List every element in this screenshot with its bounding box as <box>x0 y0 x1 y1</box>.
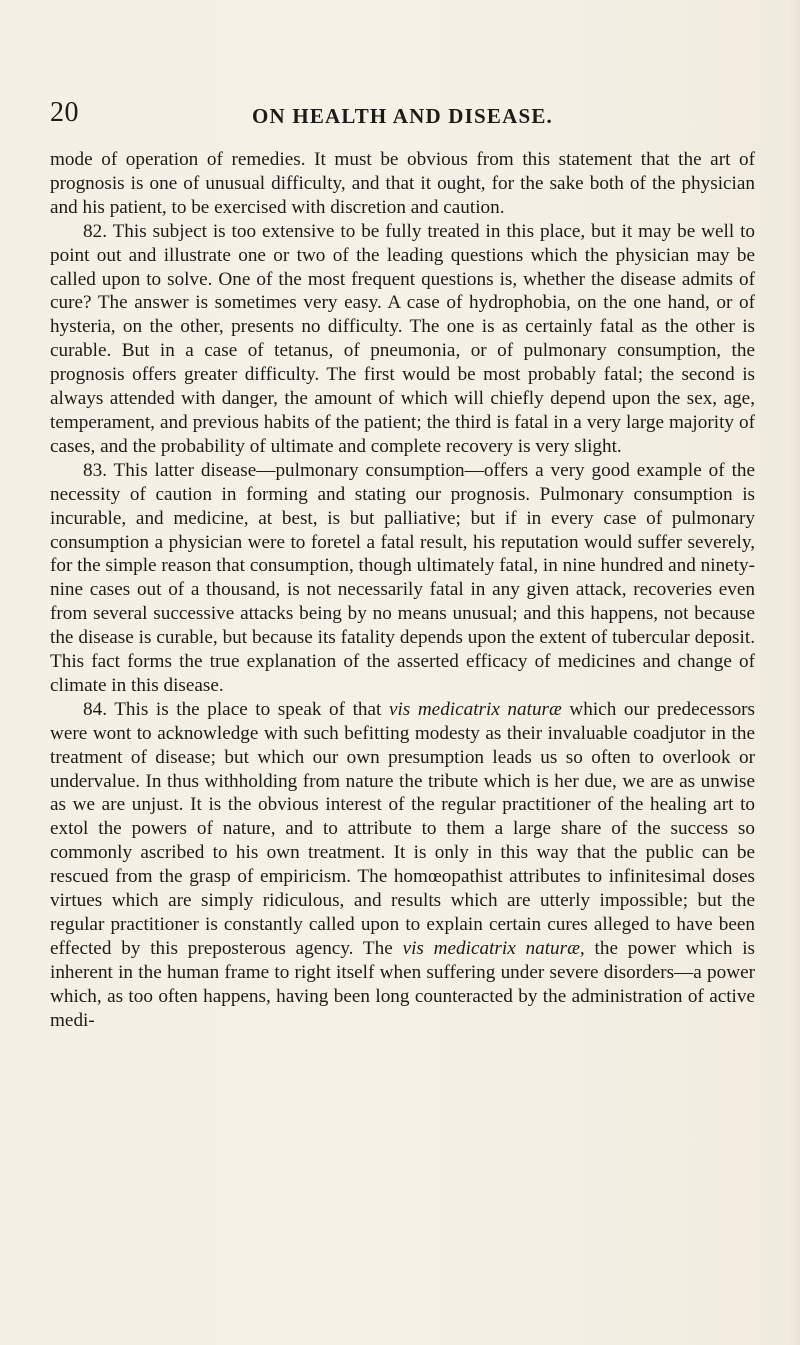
paragraph-82 <box>50 220 755 459</box>
page-number: 20 <box>50 97 79 128</box>
paragraph-text: mode of operation of remedies. It must be obvious from this statement that the art of prognosis is one of unusual difficulty, and that it ought, for the sake both of the physician and his patient, to be exercised with discretion and caution. <box>50 149 755 218</box>
body-text <box>50 148 755 1033</box>
paragraph-text: This subject is too extensive to be fully treated in this place, but it may be well to point out and illustrate one or two of the leading questions which the physician may be called upon to solve. One of the most frequent questions is, whether the disease admits of cure? The answer is sometimes very easy. A case of hydrophobia, on the one hand, or of hysteria, on the other, presents no difficulty. The one is as certainly fatal as the other is curable. But in a case of tetanus, of pneumonia, or of pulmonary consumption, the prognosis offers greater difficulty. The first would be most probably fatal; the second is always attended with danger, the amount of which will chiefly depend upon the sex, age, temperament, and previous habits of the patient; the third is fatal in a very large majority of cases, and the probability of ultimate and complete recovery is very slight. <box>50 220 755 457</box>
italic-phrase: vis medicatrix naturæ <box>388 698 562 720</box>
paragraph-text: which our predecessors were wont to acknowledge with such befitting modesty as their invaluable coadjutor in the treatment of disease; but which our own presumption leads us so often to overlook or undervalue. In thus withholding from nature the tribute which is her due, we are as unwise as we are unjust. It is the obvious interest of the regular practitioner of the healing art to extol the powers of nature, and to attribute to them a large share of the success so commonly ascribed to his own treatment. It is only in this way that the public can be rescued from the grasp of empiricism. The homœopathist attributes to infinitesimal doses virtues which are simply ridiculous, and results which are utterly impossible; but the regular practitioner is constantly called upon to explain certain cures alleged to have been effected by this preposterous agency. The <box>50 698 756 959</box>
paragraph-number: 82. <box>83 220 107 242</box>
page-header <box>50 97 755 131</box>
paragraph-84 <box>50 698 755 1033</box>
paragraph-number: 83. <box>83 459 107 481</box>
running-head: ON HEALTH AND DISEASE. <box>251 104 554 128</box>
paragraph-text: the power which is inherent in the human frame to right itself when suffering under severe disorders—a power which, as too often happens, having been long counteracted by the administration of active medi- <box>50 937 756 1031</box>
paragraph-text: This is the place to speak of that <box>114 698 382 720</box>
page-edge-shadow <box>788 0 800 1345</box>
italic-phrase: vis medicatrix naturæ, <box>402 937 585 959</box>
paragraph-83 <box>50 459 755 698</box>
paragraph-continued <box>50 148 755 220</box>
paragraph-text: This latter disease—pulmonary consumption—offers a very good example of the necessity of caution in forming and stating our prognosis. Pulmonary consumption is incurable, and medicine, at best, is but palliative; but if in every case of pulmonary consumption a physician were to foretel a fatal result, his reputation would suffer severely, for the simple reason that consumption, though ultimately fatal, in nine hundred and ninety-nine cases out of a thousand, is not necessarily fatal in any given attack, recoveries even from several successive attacks being by no means unusual; and this happens, not because the disease is curable, but because its fatality depends upon the extent of tubercular deposit. This fact forms the true explanation of the asserted efficacy of medicines and change of climate in this disease. <box>50 459 756 696</box>
paragraph-number: 84. <box>83 698 107 720</box>
